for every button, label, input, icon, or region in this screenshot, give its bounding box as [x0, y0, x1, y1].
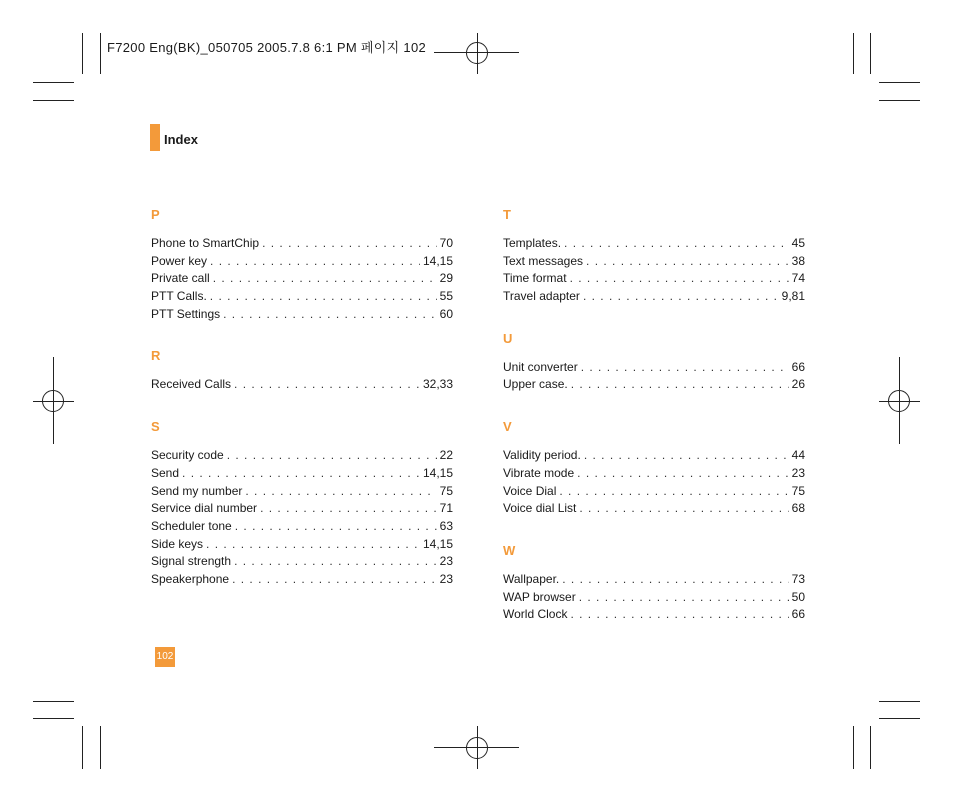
- index-page-ref: 60: [439, 306, 453, 321]
- page-title: Index: [164, 132, 198, 147]
- index-entry: [503, 376, 805, 394]
- index-term: Upper case.: [503, 377, 568, 392]
- index-entry: [151, 500, 453, 518]
- dot-leader: [227, 447, 437, 465]
- index-page-ref: 32,33: [422, 377, 453, 392]
- index-term: Vibrate mode: [503, 465, 575, 480]
- index-term: Voice dial List: [503, 501, 577, 516]
- index-term: Templates.: [503, 236, 562, 250]
- dot-leader: [584, 447, 789, 465]
- index-term: Unit converter: [503, 359, 578, 374]
- index-page-ref: 70: [439, 236, 453, 250]
- index-term: Power key: [151, 253, 208, 268]
- dot-leader: [235, 518, 437, 536]
- index-entry: [151, 306, 453, 324]
- dot-leader: [213, 270, 437, 288]
- index-page-ref: 66: [791, 359, 805, 374]
- index-page-ref: 22: [439, 448, 453, 463]
- index-entry: [151, 270, 453, 288]
- dot-leader: [232, 571, 437, 589]
- index-accent-bar: [150, 124, 160, 151]
- index-page-ref: 9,81: [781, 289, 805, 304]
- index-page-ref: 38: [791, 253, 805, 268]
- index-term: WAP browser: [503, 589, 576, 604]
- index-term: Validity period.: [503, 448, 581, 463]
- index-entry: [151, 553, 453, 571]
- index-page-ref: 68: [791, 501, 805, 516]
- index-page-ref: 71: [439, 501, 453, 516]
- index-page-ref: 55: [439, 289, 453, 304]
- index-term: Received Calls: [151, 377, 232, 392]
- index-entry: [151, 465, 453, 483]
- index-term: Signal strength: [151, 554, 232, 569]
- index-entry: [503, 589, 805, 607]
- index-column-right: [503, 206, 805, 624]
- index-term: Scheduler tone: [151, 518, 232, 533]
- index-entry: [503, 571, 805, 589]
- index-page-ref: 45: [791, 236, 805, 250]
- index-term: Private call: [151, 271, 210, 286]
- index-entry: [151, 536, 453, 554]
- index-letter: R: [151, 348, 161, 364]
- page-number: 102: [155, 647, 175, 667]
- dot-leader: [245, 483, 436, 501]
- index-page-ref: 73: [791, 571, 805, 586]
- dot-leader: [559, 483, 788, 501]
- dot-leader: [223, 306, 437, 324]
- index-page-ref: 23: [439, 554, 453, 569]
- index-term: Send my number: [151, 483, 243, 498]
- index-entry: [151, 447, 453, 465]
- index-column-left: [151, 206, 453, 589]
- index-term: Send: [151, 465, 180, 480]
- index-term: PTT Settings: [151, 306, 221, 321]
- dot-leader: [571, 376, 789, 394]
- index-entry: [151, 483, 453, 501]
- index-entry: [503, 270, 805, 288]
- index-entry: [151, 376, 453, 394]
- index-entry: [151, 518, 453, 536]
- index-term: Time format: [503, 271, 567, 286]
- index-entry: [503, 606, 805, 624]
- dot-leader: [260, 500, 437, 518]
- index-page-ref: 29: [439, 271, 453, 286]
- index-letter: V: [503, 419, 512, 435]
- dot-leader: [210, 288, 437, 306]
- index-entry: [151, 253, 453, 271]
- index-term: Text messages: [503, 253, 584, 268]
- index-page-ref: 44: [791, 448, 805, 463]
- index-page-ref: 74: [791, 271, 805, 286]
- index-term: Service dial number: [151, 501, 258, 516]
- dot-leader: [564, 235, 789, 253]
- index-term: Phone to SmartChip: [151, 236, 260, 250]
- index-letter: W: [503, 542, 516, 558]
- index-entry: [151, 571, 453, 589]
- dot-leader: [206, 536, 420, 554]
- index-entry: [503, 253, 805, 271]
- index-page-ref: 50: [791, 589, 805, 604]
- index-term: Speakerphone: [151, 571, 230, 586]
- index-page-ref: 26: [791, 377, 805, 392]
- dot-leader: [262, 235, 437, 253]
- dot-leader: [586, 253, 789, 271]
- index-entry: [503, 465, 805, 483]
- index-entry: [503, 235, 805, 253]
- index-term: PTT Calls.: [151, 289, 207, 304]
- index-entry: [503, 500, 805, 518]
- dot-leader: [579, 500, 788, 518]
- dot-leader: [577, 465, 788, 483]
- dot-leader: [234, 553, 437, 571]
- index-entry: [503, 447, 805, 465]
- index-letter: U: [503, 330, 513, 346]
- index-page-ref: 14,15: [422, 253, 453, 268]
- index-term: Wallpaper.: [503, 571, 560, 586]
- index-page-ref: 14,15: [422, 536, 453, 551]
- dot-leader: [579, 589, 789, 607]
- index-entry: [503, 359, 805, 377]
- index-term: Security code: [151, 448, 224, 463]
- print-header: F7200 Eng(BK)_050705 2005.7.8 6:1 PM 페이지 102: [107, 40, 427, 55]
- index-entry: [503, 288, 805, 306]
- dot-leader: [182, 465, 420, 483]
- index-letter: T: [503, 207, 511, 222]
- index-entry: [151, 288, 453, 306]
- index-page-ref: 75: [439, 483, 453, 498]
- dot-leader: [234, 376, 420, 394]
- index-page-ref: 75: [791, 483, 805, 498]
- index-letter: P: [151, 207, 160, 222]
- index-entry: [503, 483, 805, 501]
- index-page-ref: 66: [791, 607, 805, 622]
- dot-leader: [581, 359, 789, 377]
- index-entry: [151, 235, 453, 253]
- index-letter: S: [151, 419, 160, 435]
- dot-leader: [583, 288, 779, 306]
- index-term: Travel adapter: [503, 289, 580, 304]
- index-term: World Clock: [503, 607, 568, 622]
- dot-leader: [562, 571, 788, 589]
- index-page-ref: 23: [791, 465, 805, 480]
- index-page-ref: 23: [439, 571, 453, 586]
- index-page-ref: 14,15: [422, 465, 453, 480]
- index-term: Voice Dial: [503, 483, 557, 498]
- dot-leader: [570, 270, 789, 288]
- dot-leader: [570, 606, 788, 624]
- dot-leader: [210, 253, 420, 271]
- index-page-ref: 63: [439, 518, 453, 533]
- index-term: Side keys: [151, 536, 204, 551]
